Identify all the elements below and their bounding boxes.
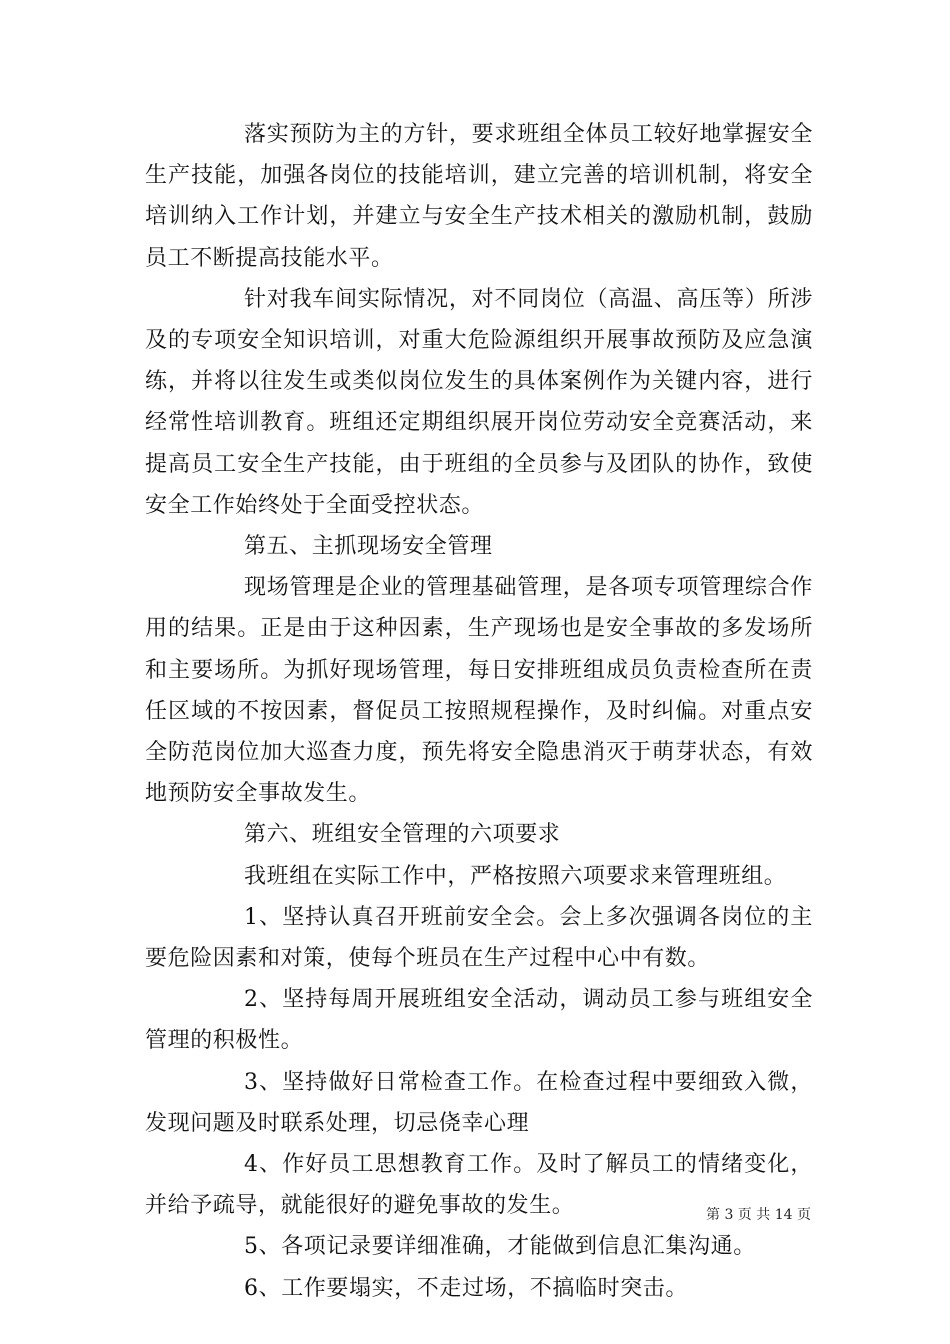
- paragraph-workshop-training: 针对我车间实际情况，对不同岗位（高温、高压等）所涉及的专项安全知识培训，对重大危险源组织开展事故预防及应急演练，并将以往发生或类似岗位发生的具体案例作为关键内容，进行经常性培训教育。班组还定期组织展开岗位劳动安全竞赛活动，来提高员工安全生产技能，由于班组的全员参与及团队的协作，致使安全工作始终处于全面受控状态。: [145, 286, 813, 518]
- paragraph-six-requirements-intro: 我班组在实际工作中，严格按照六项要求来管理班组。: [244, 863, 787, 889]
- section-heading-5: 第五、主抓现场安全管理: [244, 534, 493, 560]
- requirement-item-1: 1、坚持认真召开班前安全会。会上多次强调各岗位的主要危险因素和对策，使每个班员在生产过程中心中有数。: [145, 904, 813, 972]
- requirement-item-5: 5、各项记录要详细准确，才能做到信息汇集沟通。: [244, 1234, 756, 1260]
- paragraph-training-policy: 落实预防为主的方针，要求班组全体员工较好地掌握安全生产技能，加强各岗位的技能培训，建立完善的培训机制，将安全培训纳入工作计划，并建立与安全生产技术相关的激励机制，鼓励员工不断提高技能水平。: [145, 122, 813, 271]
- section-heading-6: 第六、班组安全管理的六项要求: [244, 822, 561, 848]
- requirement-item-6: 6、工作要塌实，不走过场，不搞临时突击。: [244, 1275, 688, 1301]
- requirement-item-4: 4、作好员工思想教育工作。及时了解员工的情绪变化，并给予疏导，就能很好的避免事故的发生。: [145, 1152, 813, 1219]
- requirement-item-2: 2、坚持每周开展班组安全活动，调动员工参与班组安全管理的积极性。: [145, 987, 813, 1054]
- paragraph-site-management: 现场管理是企业的管理基础管理，是各项专项管理综合作用的结果。正是由于这种因素，生产现场也是安全事故的多发场所和主要场所。为抓好现场管理，每日安排班组成员负责检查所在责任区域的不按因素，督促员工按照规程操作，及时纠偏。对重点安全防范岗位加大巡查力度，预先将安全隐患消灭于萌芽状态，有效地预防安全事故发生。: [145, 575, 813, 807]
- requirement-item-3: 3、坚持做好日常检查工作。在检查过程中要细致入微，发现问题及时联系处理，切忌侥幸心理: [145, 1069, 813, 1136]
- page-number-footer: 第 3 页 共 14 页: [706, 1207, 811, 1223]
- body-text: [145, 114, 813, 1309]
